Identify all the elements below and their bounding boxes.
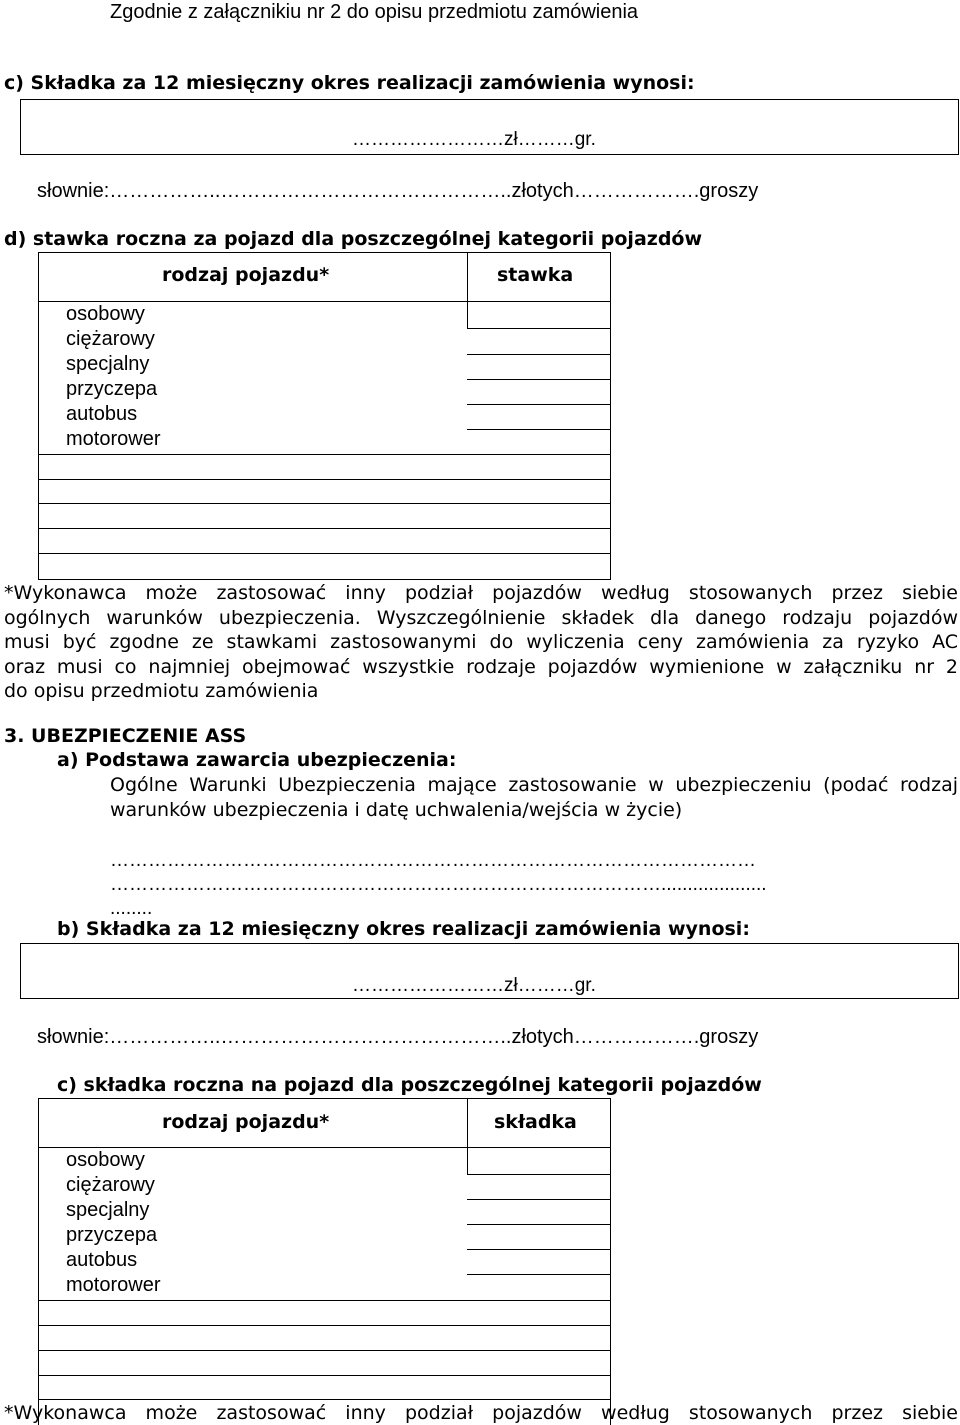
premium-row-line (467, 1224, 611, 1225)
section-c-title: c) Składka za 12 miesięczny okres realizacji zamówienia wynosi: (4, 72, 695, 94)
vehicle-type: specjalny (66, 1199, 150, 1221)
vehicle-list (66, 302, 160, 452)
amount-text: ……………………zł………gr. (352, 129, 596, 150)
note-line: musi być zgodne ze stawkami zastosowanymi do wyliczenia ceny zamówienia za ryzyko AC (4, 631, 958, 653)
note-line: oraz musi co najmniej obejmować wszystkie rodzaje pojazdów wymienione w załączniku nr 2 (4, 655, 958, 678)
column-header-rate: stawka (497, 264, 574, 286)
amount-in-words-ass: słownie:……………..……………………………………..złotych……………….groszy (37, 1026, 759, 1048)
section-3-title: 3. UBEZPIECZENIE ASS (4, 725, 247, 747)
fill-in-dots-line-2: …………………………………………………………………………….................... (110, 874, 767, 895)
rate-row-line (467, 379, 611, 380)
fill-in-dots-line-1: ………………………………………………………………………………………… (110, 850, 756, 871)
amount-text-ass: ……………………zł………gr. (352, 975, 596, 996)
premium-row-line (38, 1300, 611, 1301)
rate-row-line (38, 503, 611, 504)
rate-row-line (38, 479, 611, 480)
section-3a-text (110, 773, 958, 823)
section-3a-title: a) Podstawa zawarcia ubezpieczenia: (57, 749, 457, 771)
vehicle-type: osobowy (66, 1149, 145, 1171)
rate-row-line (38, 553, 611, 554)
amount-in-words: słownie:……………..……………………………………..złotych……………….groszy (37, 180, 759, 202)
rate-row-line (467, 429, 611, 430)
vehicle-type: ciężarowy (66, 1174, 155, 1196)
premium-table-divider (467, 1098, 468, 1174)
section-3a-line: warunków ubezpieczenia i datę uchwalenia/wejścia w życie) (110, 799, 683, 821)
rate-row-line (467, 328, 611, 329)
premium-row-line (467, 1249, 611, 1250)
note-line: ogólnych warunków ubezpieczenia. Wyszczególnienie składek dla danego rodzaju pojazdów (4, 606, 958, 629)
section-3c-title: c) składka roczna na pojazd dla poszczególnej kategorii pojazdów (57, 1074, 762, 1096)
note-line: *Wykonawca może zastosować inny podział pojazdów według stosowanych przez siebie (4, 582, 958, 604)
footer-note (4, 1402, 958, 1424)
rate-row-line (38, 528, 611, 529)
vehicle-type: osobowy (66, 303, 145, 325)
vehicle-list-ass (66, 1148, 160, 1298)
premium-row-line (38, 1399, 611, 1400)
vehicle-note (4, 581, 958, 704)
rate-row-line (38, 454, 611, 455)
premium-row-line (38, 1350, 611, 1351)
premium-row-line (38, 1325, 611, 1326)
premium-row-line (38, 1375, 611, 1376)
premium-row-line (467, 1274, 611, 1275)
column-header-vehicle-type: rodzaj pojazdu* (162, 1111, 330, 1133)
note-line: do opisu przedmiotu zamówienia (4, 680, 319, 702)
rate-table-divider (467, 252, 468, 328)
premium-row-line (467, 1174, 611, 1175)
footer-note-line: *Wykonawca może zastosować inny podział pojazdów według stosowanych przez siebie (4, 1402, 958, 1424)
vehicle-type: ciężarowy (66, 328, 155, 350)
vehicle-type: autobus (66, 1249, 138, 1271)
section-3a-line: Ogólne Warunki Ubezpieczenia mające zastosowanie w ubezpieczeniu (podać rodzaj (110, 774, 958, 796)
vehicle-type: specjalny (66, 353, 150, 375)
premium-row-line (467, 1199, 611, 1200)
fill-in-dots-line-3: ........ (110, 898, 153, 919)
vehicle-type: przyczepa (66, 1224, 158, 1246)
rate-row-line (467, 354, 611, 355)
column-header-premium: składka (494, 1111, 577, 1133)
vehicle-type: przyczepa (66, 378, 158, 400)
page-header: Zgodnie z załącznikiu nr 2 do opisu przedmiotu zamówienia (110, 1, 639, 23)
rate-row-line (467, 404, 611, 405)
section-d-title: d) stawka roczna za pojazd dla poszczególnej kategorii pojazdów (4, 228, 703, 250)
column-header-vehicle-type: rodzaj pojazdu* (162, 264, 330, 286)
section-3b-title: b) Składka za 12 miesięczny okres realizacji zamówienia wynosi: (57, 918, 750, 940)
vehicle-type: motorower (66, 428, 161, 450)
vehicle-type: motorower (66, 1274, 161, 1296)
vehicle-type: autobus (66, 403, 138, 425)
